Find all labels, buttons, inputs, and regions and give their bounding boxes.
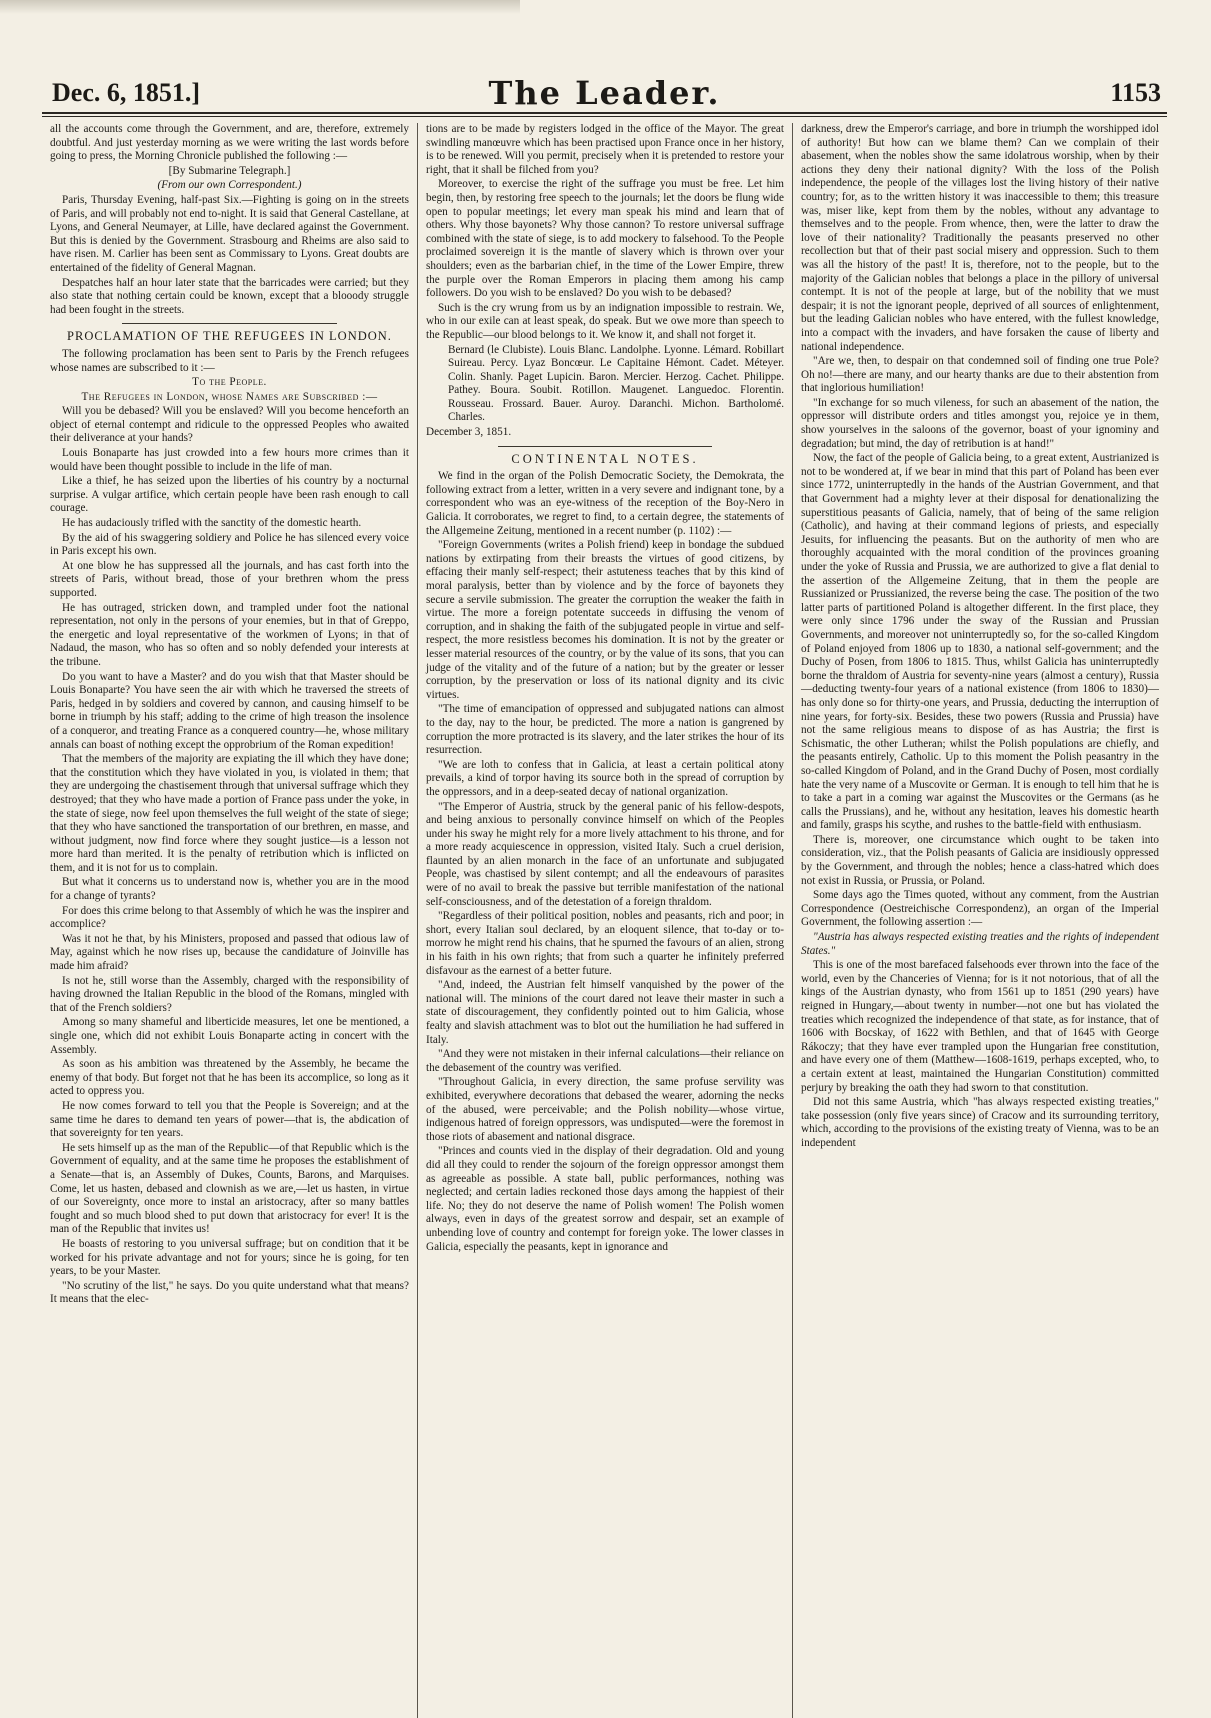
paragraph: darkness, drew the Emperor's carriage, and bore in triumph the worshipped idol of authority! But how can we blame them? Can we complain of their abasement, when the nobles show the same idolatrous worship, when by their actions they deny their national dignity? With the loss of the Polish independence, the people of the villages lost the living history of their native country; for, as to the written history it was inaccessible to them; this treasure was, miser like, kept from them by the nobles, without any advantage to themselves and to the people. From whence, then, were the latter to draw the love of their nationality? Traditionally the peasants preserved no other recollection but that of their past social misery and oppression. Such to them was all the history of the past! It is, therefore, not to the people, but to the majority of the Galician nobles that belongs a place in the pillory of universal contempt. It is not of the people at large, but of the nobility that we must despair; it is not the ignorant people, deprived of all sources of enlightenment, but the leading Galician nobles who have entered, with the fullest knowledge, into a compact with the invaders, and have forsaken the cause of liberty and national independence. [801, 123, 1159, 353]
paragraph: Now, the fact of the people of Galicia being, to a great extent, Austrianized is not to be wondered at, if we bear in mind that this part of Poland has been ever since 1772, uninterruptedly in the hands of the Austrian Government, and that that Government had a mighty lever at their disposal for denationalizing the superstitious peasants of Galicia, namely, that of being of the same religion (Catholic), and having at their command legions of priests, and especially Jesuits, for influencing the peasants. But on the authority of men who are thoroughly acquainted with the moral condition of the provinces groaning under the yoke of Russia and Prussia, we are authorized to give a flat denial to the assertion of the Allgemeine Zeitung, that in them the people are Russianized or Prussianized, the reverse being the case. The position of the two latter parts of partitioned Poland is altogether different. In the first place, they were only since 1796 under the sway of the Russian and Prussian Governments, and moreover not uninterruptedly so, for the so-called Kingdom of Poland enjoyed from 1806 up to 1830, a national self-government; and the Duchy of Posen, from 1806 to 1815. Thus, whilst Galicia has uninterruptedly borne the thraldom of Austria for seventy-nine years (almost a century), Russia—deducting twenty-four years of a national existence (from 1806 to 1830)—has only done so for thirty-one years, and Prussia, deducting the interruption of nine years, for forty-six. Besides, these two powers (Russia and Prussia) have not the same religious means to dispose of as has Austria; the first is Schismatic, the other Lutheran; whilst the Polish populations are chiefly, and the peasants entirely, Catholic. Up to this moment the Polish peasantry in the so-called Kingdom of Poland, and in the Grand Duchy of Posen, most cordially hate the very name of a Muscovite or German. It is enough to tell him that he is to take a part in a coming war against the Muscovites or the Germans (as he calls the Prussians), and he, without any hesitation, leaves his domestic hearth and family, grasps his scythe, and rushes to the battle-field with enthusiasm. [801, 452, 1159, 832]
paragraph: "No scrutiny of the list," he says. Do you quite understand what that means? It means that the elec- [50, 1279, 409, 1306]
paragraph: Did not this same Austria, which "has always respected existing treaties," take possession (only five years since) of Cracow and its surrounding territory, which, according to the provisions of the existing treaty of Vienna, was to be an independent [801, 1096, 1159, 1149]
torn-edge [0, 0, 520, 14]
paragraph: Is not he, still worse than the Assembly, charged with the responsibility of having drowned the Italian Republic in the blood of the Romans, mingled with that of the French soldiers? [50, 974, 409, 1014]
paragraph: There is, moreover, one circumstance which ought to be taken into consideration, viz., that the Polish peasants of Galicia are insidiously oppressed by the Government, and through the nobles; hence a class-hatred which does not exist in Russia, or Prussia, or Poland. [801, 833, 1159, 887]
page-header [42, 72, 1167, 114]
section-heading: PROCLAMATION OF THE REFUGEES IN LONDON. [67, 329, 392, 344]
paragraph: For does this crime belong to that Assembly of which he was the inspirer and accomplice? [50, 904, 409, 931]
paragraph: tions are to be made by registers lodged in the office of the Mayor. The great swindling manœuvre which has been practised upon France once in her history, is to be renewed. Will you permit, precisely when it is pretended to restore your right, that it shall be filched from you? [426, 123, 784, 176]
paragraph: But what it concerns us to understand now is, whether you are in the mood for a change of tyrants? [50, 876, 409, 903]
paragraph: "The Emperor of Austria, struck by the general panic of his fellow-despots, and being anxious to personally convince himself on which of the Peoples under his sway he might rely for a more lively attachment to his throne, and for a more ready acquiescence in oppression, visited Italy. Such a cruel derision, flaunted by an alien monarch in the face of an unfortunate and subjugated People, was chastised by silent contempt; and all the endeavours of parasites were of no avail to break the passive but terrible manifestation of the national self-consciousness, and of the detestation of a foreign thraldom. [426, 800, 784, 908]
paragraph: Louis Bonaparte has just crowded into a few hours more crimes than it would have been thought possible to include in the life of man. [50, 447, 409, 473]
paragraph: Despatches half an hour later state that the barricades were carried; but they also state that nothing certain could be known, except that a blooody struggle had been fought in the streets. [50, 276, 409, 316]
paragraph: Like a thief, he has seized upon the liberties of his country by a nocturnal surprise. A vulgar artifice, which certain people have been rash enough to call courage. [50, 475, 409, 515]
paragraph: "Throughout Galicia, in every direction, the same profuse servility was exhibited, everywhere decorations that debased the wearer, adorning the necks of the abused, were perceivable; and the Polish nobility—whose virtue, indigenous hatred of foreign oppressors, was undisputed—were the foremost in those riots of abasement and national disgrace. [426, 1076, 784, 1143]
paragraph: "The time of emancipation of oppressed and subjugated nations can almost to the day, nay to the hour, be predicted. The more a nation is gangrened by corruption the more protracted is its slavery, and the later strikes the hour of its resurrection. [426, 703, 784, 757]
paragraph: He has audaciously trifled with the sanctity of the domestic hearth. [62, 517, 362, 530]
column-3 [792, 123, 1167, 1718]
section-divider [122, 323, 337, 324]
paragraph: As soon as his ambition was threatened by the Assembly, he became the enemy of that body. But forget not that he has been its accomplice, so long as it acted to oppress you. [50, 1058, 409, 1098]
page-number: 1153 [1110, 78, 1161, 107]
paragraph: Was it not he that, by his Ministers, proposed and passed that odious law of May, against which he now rises up, because the candidature of Joinville has made him afraid? [50, 932, 409, 973]
paragraph: "Are we, then, to despair on that condemned soil of finding one true Pole? Oh no!—there are many, and our hearty thanks are due to their abstention from that inglorious humiliation! [801, 355, 1159, 395]
signatories: Bernard (le Clubiste). Louis Blanc. Landolphe. Lyonne. Lémard. Robillart Suireau. Percy. Lyaz Boncœur. Le Capitaine Hémont. Cadet. Méteyer. Colin. Shanly. Paget Lupicin. Baron. Mercier. Herzog. Cachet. Philippe. Pathey. Boura. Soubit. Rotillon. Maugenet. Languedoc. Florentin. Rousseau. Frossard. Bauer. Auroy. Daranchi. Michon. Bartholomé. Charles. [448, 343, 784, 424]
paragraph: "In exchange for so much vileness, for such an abasement of the nation, the oppressor will distribute orders and titles amongst you, rejoice ye in them, show yourselves in the saloons of the governor, boast of your ignominy and degradation; but mind, the day of retribution is at hand!" [801, 396, 1159, 450]
paragraph: He now comes forward to tell you that the People is Sovereign; and at the same time he dares to demand ten years of power—that is, the abdication of that sovereignty for ten years. [50, 1099, 409, 1140]
paragraph: Paris, Thursday Evening, half-past Six.—Fighting is going on in the streets of Paris, and will probably not end to-night. It is said that General Castellane, at Lyons, and General Neumayer, at Lille, have declared against the Government. But this is denied by the Government. Strasbourg and Rheims are also said to have risen. M. Carlier has been sent as Commissary to Lyons. Great doubts are entertained of the fidelity of General Magnan. [50, 193, 409, 274]
paragraph: Will you be debased? Will you be enslaved? Will you become henceforth an object of eternal contempt and ridicule to the oppressed Peoples who awaited their deliverance at your hands? [50, 405, 409, 445]
paragraph: Such is the cry wrung from us by an indignation impossible to restrain. We, who in our exile can at least speak, do speak. But we owe more than speech to the Republic—our blood belongs to it. We know it, and shall not forget it. [426, 301, 784, 341]
paragraph: Some days ago the Times quoted, without any comment, from the Austrian Correspondence (Oestreichische Correspondenz), an organ of the Imperial Government, the following assertion :— [801, 889, 1159, 929]
paragraph: "And they were not mistaken in their infernal calculations—their reliance on the debasement of the country was verified. [426, 1048, 784, 1074]
paragraph: At one blow he has suppressed all the journals, and has cast forth into the streets of Paris, without bread, those of your brethren whom the press supported. [50, 559, 409, 599]
paragraph: He has outraged, stricken down, and trampled under foot the national representation, not only in the persons of your enemies, but in that of Greppo, the energetic and loyal representative of the workmen of Lyons; in that of Nadaud, the mason, who has so often and so nobly defended your interests at the tribune. [50, 601, 409, 668]
paragraph: all the accounts come through the Government, and are, therefore, extremely doubtful. And just yesterday morning as we were writing the last words before going to press, the Morning Chronicle published the following :— [50, 123, 409, 163]
paragraph: Moreover, to exercise the right of the suffrage you must be free. Let him begin, then, by restoring free speech to the journals; let the doors be flung wide open to popular meetings; let every man speak his mind and learn that of others. Why those bayonets? Why those cannon? To restore universal suffrage combined with the state of siege, is to add mockery to falsehood. To the People proclaimed sovereign it is the mantle of slavery which is thrown over your shoulders; even as the barbarian chief, in the time of the Lower Empire, threw the purple over the Roman Emperors in placing them among his camp followers. Do you wish to be enslaved? Do you wish to be debased? [426, 178, 784, 300]
columns [42, 123, 1167, 1718]
address-line: The Refugees in London, whose Names are Subscribed :— [81, 390, 378, 403]
paragraph: By the aid of his swaggering soldiery and Police he has silenced every voice in Paris except his own. [50, 531, 409, 558]
paragraph: Among so many shameful and liberticide measures, let one be mentioned, a single one, which did not exhibit Louis Bonaparte acting in concert with the Assembly. [50, 1016, 409, 1056]
column-1 [42, 123, 417, 1718]
paragraph: Do you want to have a Master? and do you wish that that Master should be Louis Bonaparte? You have seen the air with which he traversed the streets of Paris, hedged in by soldiers and covered by cannon, and causing himself to be borne in triumph by his staff; adding to the crime of high treason the insolence of a conqueror, and treating France as a conquered country—he, whose military annals can boast of nothing except the opprobrium of the Roman expedition! [50, 670, 409, 751]
paragraph: This is one of the most barefaced falsehoods ever thrown into the face of the world, even by the Chanceries of Vienna; for is it not notorious, that of all the kings of the Austrian dynasty, who from 1561 up to 1851 (290 years) have reigned in Hungary,—about twenty in number—not one but has violated the treaties which recognized the independence of that state, as for instance, that of 1606 with Bocskay, of 1622 with Bethlen, and that of 1645 with George Rákoczy; that they have ever trampled upon the Hungarian free constitution, and have every one of them (Matthew—1608-1619, perhaps excepted, who, to a certain extent at least, maintained the Hungarian Constitution) committed perjury by breaking the oath they had sworn to that constitution. [801, 959, 1159, 1094]
address-line: To the People. [192, 376, 267, 389]
paragraph: "We are loth to confess that in Galicia, at least a certain political atony prevails, a kind of torpor having its source both in the spread of corruption by the oppressors, and in a deep-seated decay of national organization. [426, 758, 784, 798]
section-heading: CONTINENTAL NOTES. [511, 451, 699, 466]
masthead-title: The Leader. [488, 74, 721, 112]
signed-date: December 3, 1851. [426, 426, 512, 439]
paragraph: "Princes and counts vied in the display of their degradation. Old and young did all they could to render the sojourn of the foreign oppressor amongst them as agreeable as possible. A state ball, public performances, nothing was neglected; and certain ladies reckoned those days among the happiest of their life. No; they do not deserve the name of Polish women! The Polish women always, even in days of the greatest sorrow and despair, set an example of unbending love of country and contempt for foreign yoke. The lower classes in Galicia, especially the peasants, kept in ignorance and [426, 1145, 784, 1253]
paragraph: He sets himself up as the man of the Republic—of that Republic which is the Government of equality, and at the same time he proposes the establishment of a Senate—that is, an Assembly of Dukes, Counts, Barons, and Marquises. Come, let us hasten, debased and clownish as we are,—let us hasten, in virtue of our Sovereignty, once more to instal an aristocracy, after so many battles fought and so much blood shed to put down that aristocracy for ever! It is the man of the Republic that invites us! [50, 1141, 409, 1236]
paragraph: "Regardless of their political position, nobles and peasants, rich and poor; in short, every Italian soul declared, by an eloquent silence, that to-day or to-morrow he might rend his chains, that he spurned the favours of an alien, strong in his faith in his own rights; that from such a quarter he infinitely preferred disfavour as the earnest of a better future. [426, 910, 784, 977]
issue-date: Dec. 6, 1851.] [52, 78, 201, 107]
paragraph: We find in the organ of the Polish Democratic Society, the Demokrata, the following extract from a letter, written in a very severe and indignant tone, by a correspondent who was an eye-witness of the reception of the Boy-Nero in Galicia. It corroborates, we regret to find, to a certain degree, the statements of the Allgemeine Zeitung, mentioned in a recent number (p. 1102) :— [426, 470, 784, 537]
section-divider [498, 446, 713, 447]
quoted-assertion: "Austria has always respected existing treaties and the rights of independent States." [801, 931, 1159, 957]
header-rule [42, 116, 1167, 117]
paragraph: The following proclamation has been sent to Paris by the French refugees whose names are subscribed to it :— [50, 347, 409, 374]
paragraph: "Foreign Governments (writes a Polish friend) keep in bondage the subdued nations by extirpating from their breasts the virtues of good citizens, by effacing their manly self-respect; their astuteness teaches that by this kind of moral paralysis, better than by violence and by the force of bayonets they secure a servile submission. The greater the corruption the weaker the faith in virtue. The more a foreign potentate succeeds in diffusing the venom of corruption, and in shaking the faith of the subjugated people in virtue and self-respect, the more resistless becomes his domination. It is not by the greater or lesser material resources of the country, or by the value of its sons, that you can judge of the vitality and of the future of a nation; but by the greater or lesser corruption, by the preservation or loss of its national dignity and its civic virtues. [426, 539, 784, 701]
paragraph: That the members of the majority are expiating the ill which they have done; that the constitution which they have violated in you, is violated in them; that they are undergoing the chastisement through that universal suffrage which they destroyed; that they who have made a portion of France pass under the yoke, in the state of siege, now feel upon themselves the full weight of the state of siege; that they who have sanctioned the transportation of our brethren, en masse, and without judgment, now find force where they sought justice—is a lesson not more hard than merited. It is the penalty of retribution which is inflicted on them, and it is not for us to complain. [50, 753, 409, 874]
correspondent-byline: (From our own Correspondent.) [157, 179, 302, 192]
column-2 [417, 123, 792, 1718]
paragraph: "And, indeed, the Austrian felt himself vanquished by the power of the national will. The minions of the court dared not leave their master in such a state of discouragement, they confidently pointed out to him Galicia, whose fealty and slavish attachment was to blot out the humiliation he had suffered in Italy. [426, 979, 784, 1046]
telegraph-byline: [By Submarine Telegraph.] [168, 164, 291, 177]
paragraph: He boasts of restoring to you universal suffrage; but on condition that it be worked for his private advantage and not for yours; since he is going, for ten years, to be your Master. [50, 1237, 409, 1278]
